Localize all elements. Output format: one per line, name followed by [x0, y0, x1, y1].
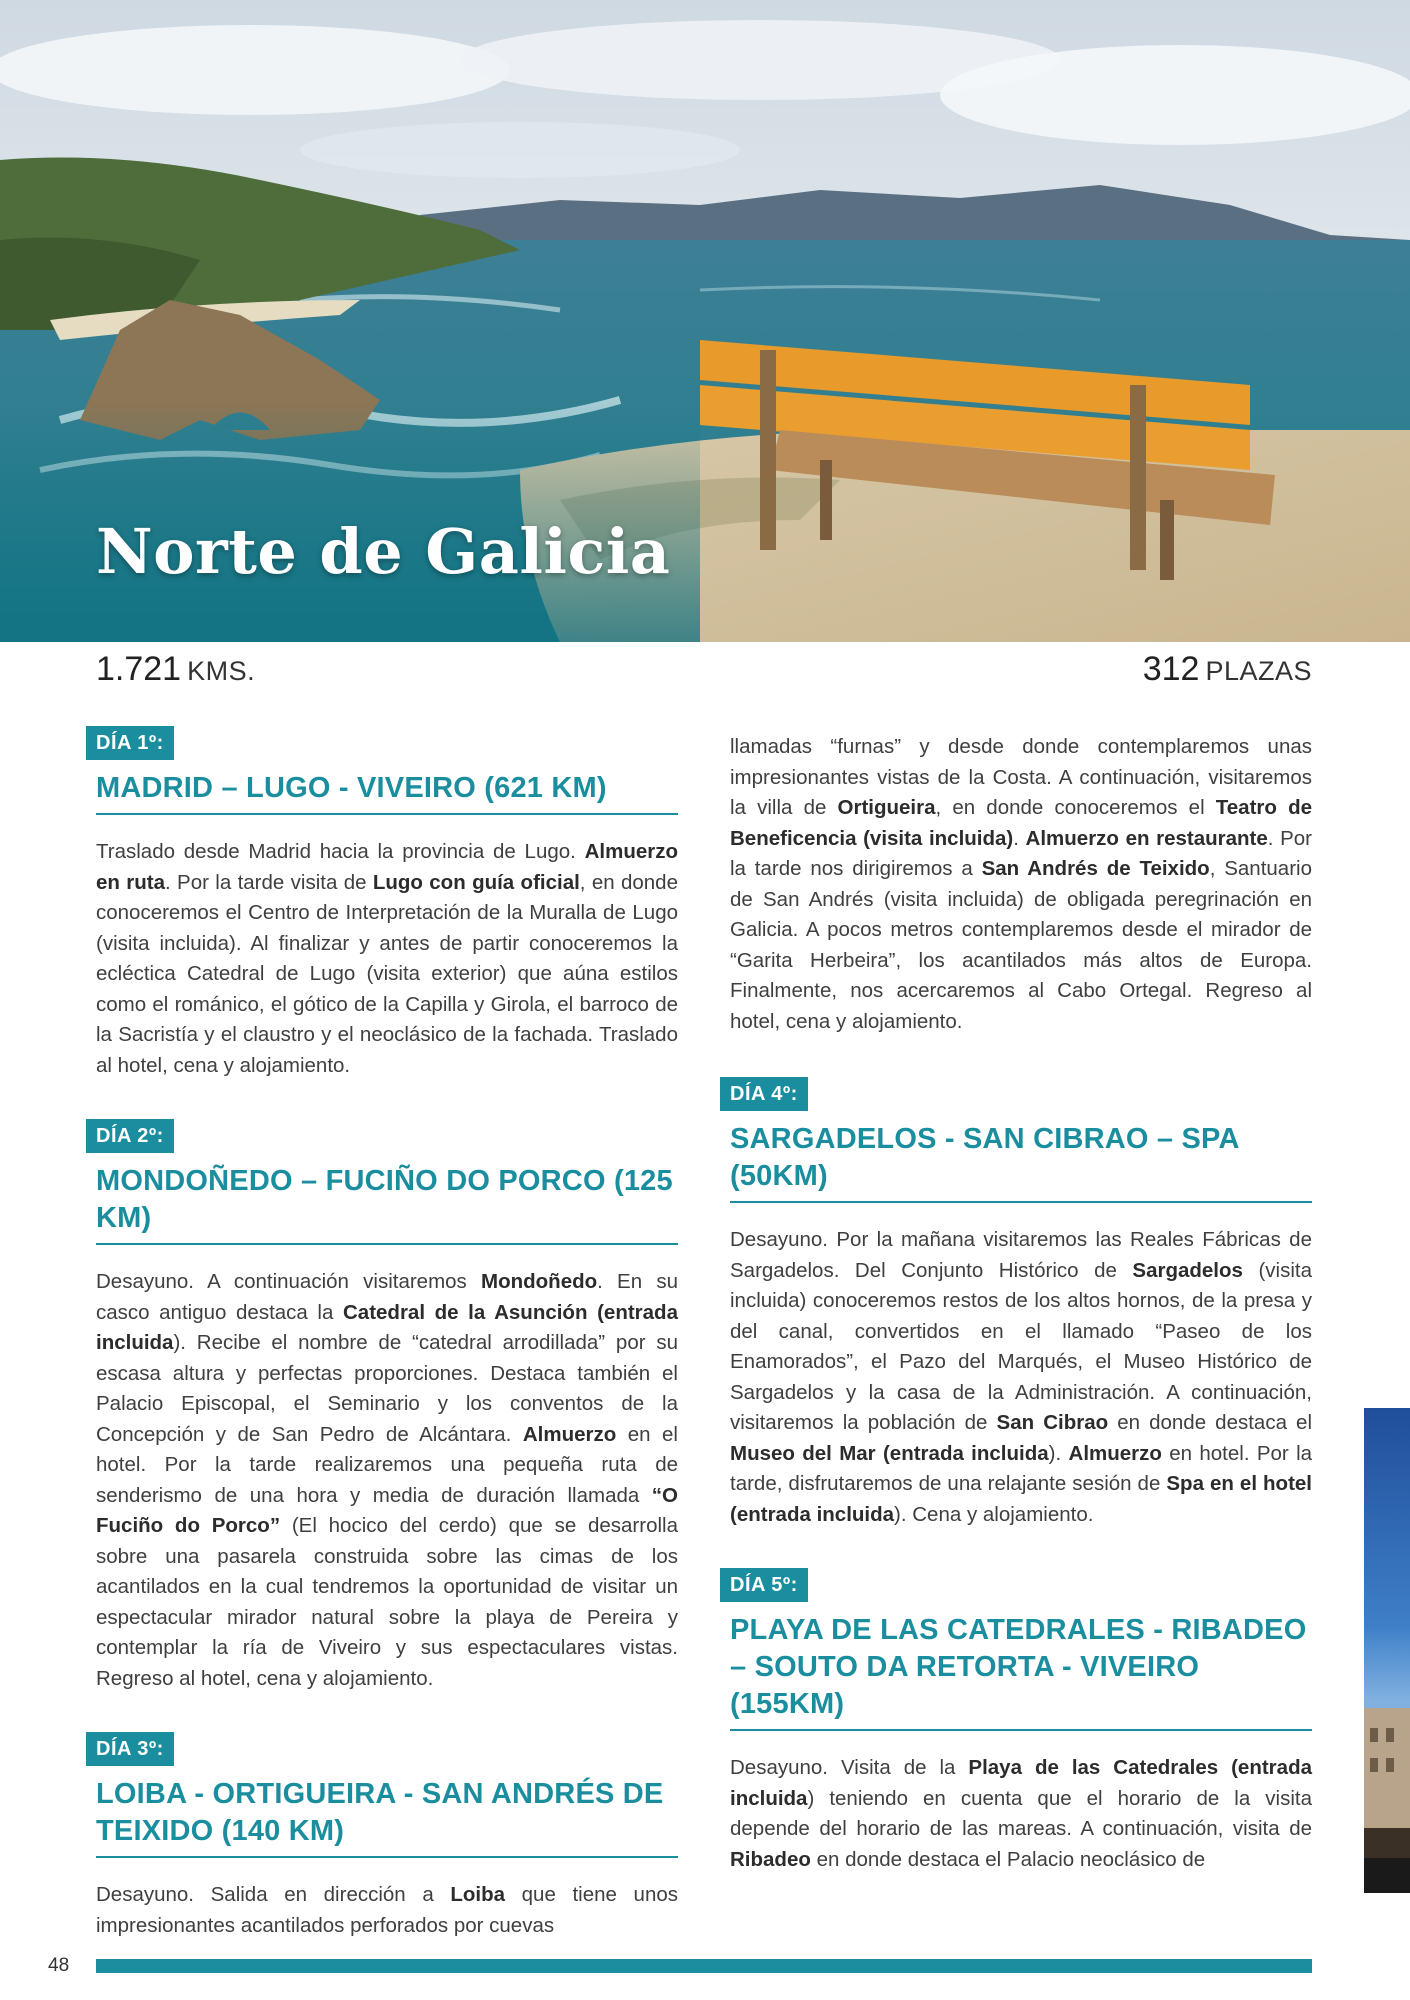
- day-title: SARGADELOS - SAN CIBRAO – SPA (50KM): [730, 1121, 1312, 1203]
- bold-text: Loiba: [450, 1883, 506, 1906]
- text-run: ) teniendo en cuenta que el horario de la visita depende del horario de las mareas. A continuación, visita de: [730, 1786, 1312, 1840]
- text-run: ). Recibe el nombre de “catedral arrodillada” por su escasa altura y perfectas proporciones. Destaca también el Palacio Episcopal, el Seminario y los conventos de la Concepción y de San Pedro de Alcántara.: [96, 1331, 678, 1446]
- day-3: [96, 1732, 678, 1941]
- bold-text: (entrada incluida: [730, 1502, 895, 1526]
- day-1: [96, 726, 678, 1081]
- text-run: en el hotel. Por la tarde realizaremos una pequeña ruta de senderismo de una hora y media de duración llamada: [96, 1422, 678, 1507]
- bold-text: “O Fuciño do Porco”: [96, 1483, 678, 1537]
- text-run: (visita incluida) conoceremos restos de los altos hornos, de la presa y del canal, convertidos en el llamado “Paseo de los Enamorados”, el Pazo del Marqués, el Museo Histórico de Sargadelos y la casa de la Administración. A continuación, visitaremos la población de: [730, 1258, 1312, 1434]
- day-4: [730, 1077, 1312, 1530]
- bold-text: Almuerzo: [1068, 1441, 1162, 1465]
- day-description: [96, 837, 678, 1081]
- day-badge: DÍA 5º:: [720, 1568, 808, 1602]
- text-run: (El hocico del cerdo) que se desarrolla sobre una pasarela construida sobre las cimas de los acantilados en la cual tendremos la oportunidad de visitar un espectacular mirador natural sobre la playa de Pereira y contemplar la ría de Viveiro y sus espectaculares vistas. Regreso al hotel, cena y alojamiento.: [96, 1514, 678, 1690]
- text-run: . Por la tarde nos dirigiremos a: [730, 826, 1312, 880]
- day-badge: DÍA 2º:: [86, 1119, 174, 1153]
- bold-text: Catedral de la Asunción: [342, 1300, 588, 1324]
- text-run: ).: [1048, 1441, 1069, 1465]
- right-column: [730, 732, 1312, 1913]
- day-2: [96, 1119, 678, 1694]
- bold-text: Mondoñedo: [481, 1270, 598, 1293]
- bold-text: Almuerzo en restaurante: [1025, 826, 1268, 850]
- left-column: [96, 726, 678, 1979]
- text-run: en hotel. Por la tarde, disfrutaremos de una relajante sesión de: [730, 1441, 1313, 1495]
- day-title: LOIBA - ORTIGUEIRA - SAN ANDRÉS DE TEIXIDO (140 KM): [96, 1776, 678, 1858]
- text-run: Desayuno. A continuación visitaremos: [96, 1270, 482, 1293]
- seats-value: 312: [1142, 650, 1200, 688]
- bold-text: San Cibrao: [996, 1411, 1109, 1434]
- bold-text: Ribadeo: [730, 1847, 811, 1871]
- text-run: , Santuario de San Andrés (visita incluida) de obligada peregrinación en Galicia. A pocos metros contemplaremos desde el mirador de “Garita Herbeira”, los acantilados más altos de Europa. Finalmente, nos acercaremos al Cabo Ortegal. Regreso al hotel, cena y alojamiento.: [730, 857, 1312, 1033]
- distance-unit: KMS.: [187, 656, 256, 686]
- day-5: [730, 1568, 1312, 1875]
- bold-text: Ortigueira: [837, 796, 936, 819]
- bold-text: Museo del Mar: [730, 1441, 876, 1465]
- distance-stat: [96, 650, 255, 689]
- side-tab-photo: [1364, 1408, 1410, 1893]
- bold-text: Sargadelos: [1132, 1258, 1243, 1282]
- day-description: [730, 1225, 1312, 1530]
- distance-value: 1.721: [96, 650, 182, 688]
- text-run: Traslado desde Madrid hacia la provincia de Lugo.: [96, 840, 585, 863]
- day-title: MADRID – LUGO - VIVEIRO (621 KM): [96, 770, 678, 815]
- bold-text: Almuerzo en ruta: [96, 840, 678, 894]
- day-description: [96, 1267, 678, 1694]
- day-3-continuation: [730, 732, 1312, 1037]
- day-title: PLAYA DE LAS CATEDRALES - RIBADEO – SOUTO DA RETORTA - VIVEIRO (155KM): [730, 1612, 1312, 1731]
- bold-text: Almuerzo: [522, 1422, 617, 1446]
- text-run: en donde destaca el: [1108, 1411, 1313, 1434]
- text-run: Desayuno. Salida en dirección a: [96, 1883, 451, 1906]
- bold-text: Lugo con guía oficial: [372, 870, 580, 894]
- bold-text: San Andrés de Teixido: [981, 857, 1210, 880]
- day-description: [96, 1880, 678, 1941]
- bold-text: Playa de las Catedrales (entrada incluida: [730, 1756, 1312, 1810]
- bold-text: (entrada incluida: [96, 1300, 678, 1354]
- bold-text: (entrada incluida: [882, 1441, 1049, 1465]
- hero-banner: [0, 0, 1410, 642]
- text-run: Desayuno. Por la mañana visitaremos las Reales Fábricas de Sargadelos. Del Conjunto Histórico de: [730, 1228, 1312, 1282]
- text-run: , en donde conoceremos el Centro de Interpretación de la Muralla de Lugo (visita incluida). Al finalizar y antes de partir conoceremos la ecléctica Catedral de Lugo (visita exterior) que aúna estilos como el románico, el gótico de la Capilla y Girola, el barroco de la Sacristía y el claustro y el neoclásico de la fachada. Traslado al hotel, cena y alojamiento.: [96, 870, 678, 1077]
- bold-text: Spa en el hotel: [1166, 1472, 1312, 1495]
- text-run: [876, 1442, 883, 1465]
- text-run: [587, 1301, 597, 1324]
- text-run: . Por la tarde visita de: [165, 870, 373, 894]
- city-photo: [1364, 1408, 1410, 1893]
- seats-unit: PLAZAS: [1205, 656, 1312, 686]
- footer-bar: [96, 1959, 1312, 1973]
- text-run: llamadas “furnas” y desde donde contemplaremos unas impresionantes vistas de la Costa. A continuación, visitaremos la villa de: [730, 735, 1312, 819]
- day-badge: DÍA 4º:: [720, 1077, 808, 1111]
- day-badge: DÍA 3º:: [86, 1732, 174, 1766]
- text-run: en donde destaca el Palacio neoclásico de: [810, 1847, 1206, 1871]
- bold-text: Teatro de Beneficencia (visita incluida): [730, 796, 1312, 850]
- text-run: ). Cena y alojamiento.: [894, 1502, 1094, 1526]
- page-number: 48: [48, 1955, 70, 1976]
- text-run: . En su casco antiguo destaca la: [96, 1270, 678, 1324]
- text-run: .: [1013, 826, 1026, 850]
- text-run: Desayuno. Visita de la: [730, 1756, 969, 1779]
- day-description: [730, 1753, 1312, 1875]
- text-run: , en donde conoceremos el: [935, 796, 1216, 819]
- day-badge: DÍA 1º:: [86, 726, 174, 760]
- text-run: que tiene unos impresionantes acantilados perforados por cuevas: [96, 1883, 678, 1937]
- day-title: MONDOÑEDO – FUCIÑO DO PORCO (125 KM): [96, 1163, 678, 1245]
- page-title: Norte de Galicia: [96, 515, 671, 588]
- seats-stat: [1143, 650, 1312, 689]
